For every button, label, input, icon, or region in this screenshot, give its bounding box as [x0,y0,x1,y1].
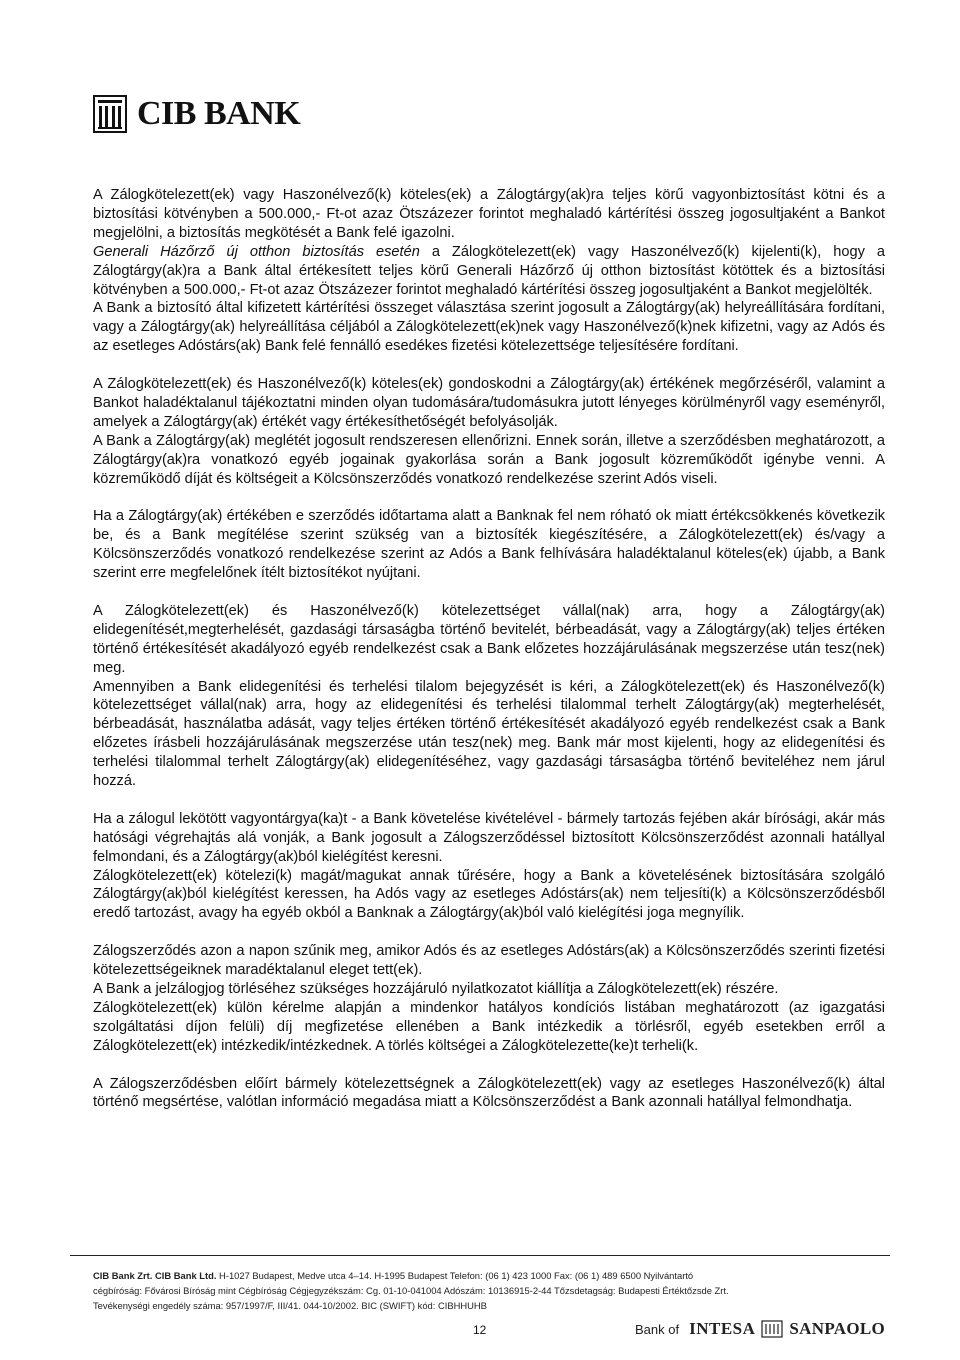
intesa-sanpaolo-brand [635,1318,885,1340]
paragraph-deletion-fee: Zálogkötelezett(ek) külön kérelme alapján a mindenkor hatályos kondíciós listában meghatározott (az igazgatási szolgáltatási díjon felüli) díj megfizetése ellenében a Bank intézkedik a törlésről, egyéb esetekben erről a Zálogkötelezett(ek) intézkedik/intézkednek. A törlés költségei a Zálogkötelezette(ke)t terheli(k. [93,999,885,1054]
footer-legal-info [93,1268,893,1313]
logo-text: CIB BANK [137,95,301,132]
footer-company-name: CIB Bank Zrt. CIB Bank Ltd. [93,1270,217,1281]
paragraph-compensation-use: A Bank a biztosító által kifizetett kártérítési összeget választása szerint jogosult a Zálogtárgy(ak) helyreállítására fordítani, vagy a Zálogtárgy(ak) helyreállítása céljából a Zálogkötelezett(ek)nek vagy Haszonélvező(k)nek kifizetni, vagy az Adós és az esetleges Adóstárs(ak) Bank felé fennálló esedékes fizetési kötelezettsége teljesítésére fordítani. [93,300,885,355]
footer-line-1 [93,1268,893,1283]
bank-building-icon [93,95,127,133]
brand-sanpaolo: SANPAOLO [789,1319,885,1338]
paragraph-bank-inspection: A Bank a Zálogtárgy(ak) meglétét jogosult rendszeresen ellenőrizni. Ennek során, illetve a szerződésben meghatározott, a Zálogtárgy(ak)ra vonatkozó egyéb jogainak gyakorlása során a Bank jogosult közreműködőt igénybe venni. A közreműködő díját és költségeit a Kölcsönszerződés vonatkozó rendelkezése szerint Adós viseli. [93,432,885,487]
footer-line-2: cégbíróság: Fővárosi Bíróság mint Cégbíróság Cégjegyzékszám: Cg. 01-10-041004 Adószám: 10136915-2-44 Tőzsdetagság: Budapesti Értéktőzsde Zrt. [93,1285,729,1296]
paragraph-value-preservation: A Zálogkötelezett(ek) és Haszonélvező(k) köteles(ek) gondoskodni a Zálogtárgy(ak) értékének megőrzéséről, valamint a Bankot haladéktalanul tájékoztatni minden olyan tudomására/tudomásukra jutott lényeges körülményről vagy eseményről, amelyek a Zálogtárgy(ak) értékét vagy értékesíthetőségét befolyásolják. [93,376,885,430]
document-body [93,186,885,1112]
paragraph-termination: Zálogszerződés azon a napon szűnik meg, amikor Adós és az esetleges Adóstárs(ak) a Kölcsönszerződés szerinti fizetési kötelezettségeiknek maradéktalanul eleget tett(ek). [93,943,885,979]
footer-address: H-1027 Budapest, Medve utca 4–14. H-1995 Budapest Telefon: (06 1) 423 1000 Fax: (06 1) 489 6500 Nyilvántartó [216,1270,694,1281]
brand-bank-of: Bank of [635,1321,680,1337]
paragraph-alienation-consent: A Zálogkötelezett(ek) és Haszonélvező(k) kötelezettséget vállal(nak) arra, hogy a Zálogtárgy(ak) elidegenítését,megterhelését, gazdasági társaságba történő bevitelét, bérbeadását, vagy a Zálogtárgy(ak) teljes értéken történő értékesítését akadályozó egyéb rendelkezést csak a Bank előzetes hozzájárulásának megszerzése után tesz(nek) meg. [93,602,885,676]
paragraph-satisfaction: Zálogkötelezett(ek) kötelezi(k) magát/magukat annak tűrésére, hogy a Bank a követelésének biztosítására szolgáló Zálogtárgy(ak)ból kielégítést keressen, ha Adós vagy az esetleges Adóstárs(ak) nem teljesíti(k) a Kölcsönszerződésből eredő tartozást, avagy ha egyéb okból a Banknak a Zálogtárgy(ak)ból való kielégítési joga megnyílik. [93,867,885,922]
paragraph-breach: A Zálogszerződésben előírt bármely kötelezettségnek a Zálogkötelezett(ek) vagy az esetleges Haszonélvező(k) által történő megsértése, valótlan információ megadása miatt a Kölcsönszerződést a Bank azonnali hatállyal felmondhatja. [93,1075,885,1111]
generali-italic-text: Generali Házőrző új otthon biztosítás esetén [93,243,420,260]
paragraph-enforcement: Ha a zálogul lekötött vagyontárgya(ka)t - a Bank követelése kivételével - bármely tartozás fejében akár bírósági, akár más hatósági végrehajtás alá vonják, a Bank jogosult a Zálogszerződéssel biztosított Kölcsönszerződést azonnali hatállyal felmondani, és a Zálogtárgy(ak)ból kielégítést keresni. [93,810,885,865]
brand-intesa: INTESA [689,1319,756,1338]
paragraph-value-decrease: Ha a Zálogtárgy(ak) értékében e szerződés időtartama alatt a Banknak fel nem róható ok miatt értékcsökkenés következik be, és a Bank megítélése szerint szükség van a biztosíték kiegészítésére, a Zálogkötelezett(ek) és/vagy a Kölcsönszerződés vonatkozó rendelkezése szerint az Adós a Bank felhívására haladéktalanul köteles(ek) újabb, a Bank szerint erre megfelelőnek ítélt biztosítékot nyújtani. [93,508,885,582]
cib-bank-logo [93,94,300,134]
generali-rest-text: a Zálogkötelezett(ek) vagy Haszonélvező(k) kijelenti(k), hogy a Zálogtárgy(ak)ra a Bank által értékesített teljes körű Generali Házőrző új otthon biztosítást kötöttek és a biztosítási kötvényben a 500.000,- Ft-ot azaz Ötszázezer forintot meghaladó kártérítési összeg jogosultjaként a Bankot megjelölték. [93,243,885,298]
footer-divider [70,1255,890,1256]
paragraph-insurance-obligation: A Zálogkötelezett(ek) vagy Haszonélvező(k) köteles(ek) a Zálogtárgy(ak)ra teljes körű vagyonbiztosítást kötni és a biztosítási kötvényben a 500.000,- Ft-ot azaz Ötszázezer forintot meghaladó kártérítési összeg jogosultjaként a Bankot megjelölni, a biztosítás megkötését a Bank felé igazolni. [93,187,885,241]
intesa-sanpaolo-emblem-icon [761,1319,783,1339]
paragraph-encumbrance-ban: Amennyiben a Bank elidegenítési és terhelési tilalom bejegyzését is kéri, a Zálogkötelezett(ek) és Haszonélvező(k) kötelezettséget vállal(nak) arra, hogy az elidegenítési és terhelési tilalommal terhelt Zálogtárgy(ak) megterhelését, bérbeadását, használatba adását, vagy teljes értéken történő értékesítését akadályozó egyéb rendelkezést csak a Bank előzetes írásbeli hozzájárulásának megszerzése után tesz(nek) meg. Bank már most kijelenti, hogy az elidegenítési és terhelési tilalommal terhelt Zálogtárgy(ak) elidegenítéséhez, vagy gazdasági társaságba történő beviteléhez nem járul hozzá. [93,678,885,790]
paragraph-release-statement: A Bank a jelzálogjog törléséhez szükséges hozzájáruló nyilatkozatot kiállítja a Zálogkötelezett(ek) részére. [93,980,779,997]
page-number: 12 [473,1323,487,1337]
footer-line-3: Tevékenységi engedély száma: 957/1997/F, III/41. 044-10/2002. BIC (SWIFT) kód: CIBHHUHB [93,1300,487,1311]
paragraph-generali-insurance [93,243,885,300]
